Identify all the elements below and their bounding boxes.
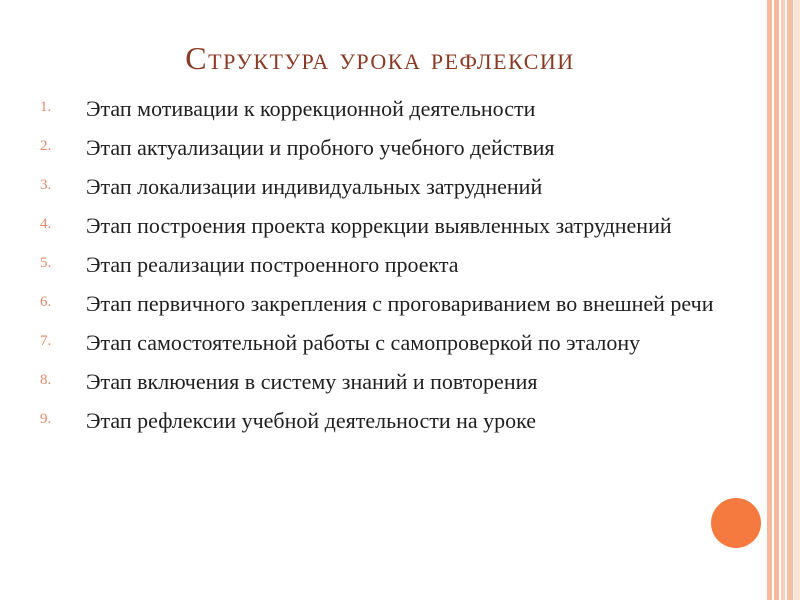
slide-title: Структура урока рефлексии — [185, 40, 575, 76]
numbered-list — [40, 94, 720, 445]
list-item-number: 3. — [40, 177, 52, 193]
list-item-number: 5. — [40, 255, 52, 271]
list-item-number: 6. — [40, 294, 52, 310]
list-item — [40, 250, 720, 280]
list-item-text: Этап построения проекта коррекции выявленных затруднений — [86, 213, 672, 238]
list-item-text: Этап первичного закрепления с проговариванием во внешней речи — [86, 291, 714, 316]
decorative-circle — [711, 498, 761, 548]
list-item-text: Этап локализации индивидуальных затруднений — [86, 174, 543, 199]
list-item-number: 7. — [40, 333, 52, 349]
border-strip — [794, 0, 800, 600]
border-strip — [781, 0, 785, 600]
decorative-border-strips — [760, 0, 800, 600]
list-item — [40, 406, 720, 436]
list-item-number: 4. — [40, 216, 52, 232]
border-strip — [774, 0, 779, 600]
list-item — [40, 94, 720, 124]
list-item-text: Этап рефлексии учебной деятельности на уроке — [86, 408, 537, 433]
list-item-text: Этап актуализации и пробного учебного действия — [86, 135, 555, 160]
list-item — [40, 172, 720, 202]
list-item-number: 8. — [40, 372, 52, 388]
list-item — [40, 367, 720, 397]
list-item-text: Этап включения в систему знаний и повторения — [86, 369, 538, 394]
list-item — [40, 289, 720, 319]
border-strip — [767, 0, 772, 600]
border-strip — [787, 0, 793, 600]
list-item — [40, 133, 720, 163]
list-item-number: 9. — [40, 411, 52, 427]
list-item-text: Этап мотивации к коррекционной деятельности — [86, 96, 536, 121]
list-item-number: 2. — [40, 138, 52, 154]
list-item — [40, 328, 720, 358]
list-item-number: 1. — [40, 99, 52, 115]
list-item — [40, 211, 720, 241]
list-item-text: Этап реализации построенного проекта — [86, 252, 459, 277]
list-item-text: Этап самостоятельной работы с самопроверкой по эталону — [86, 330, 641, 355]
